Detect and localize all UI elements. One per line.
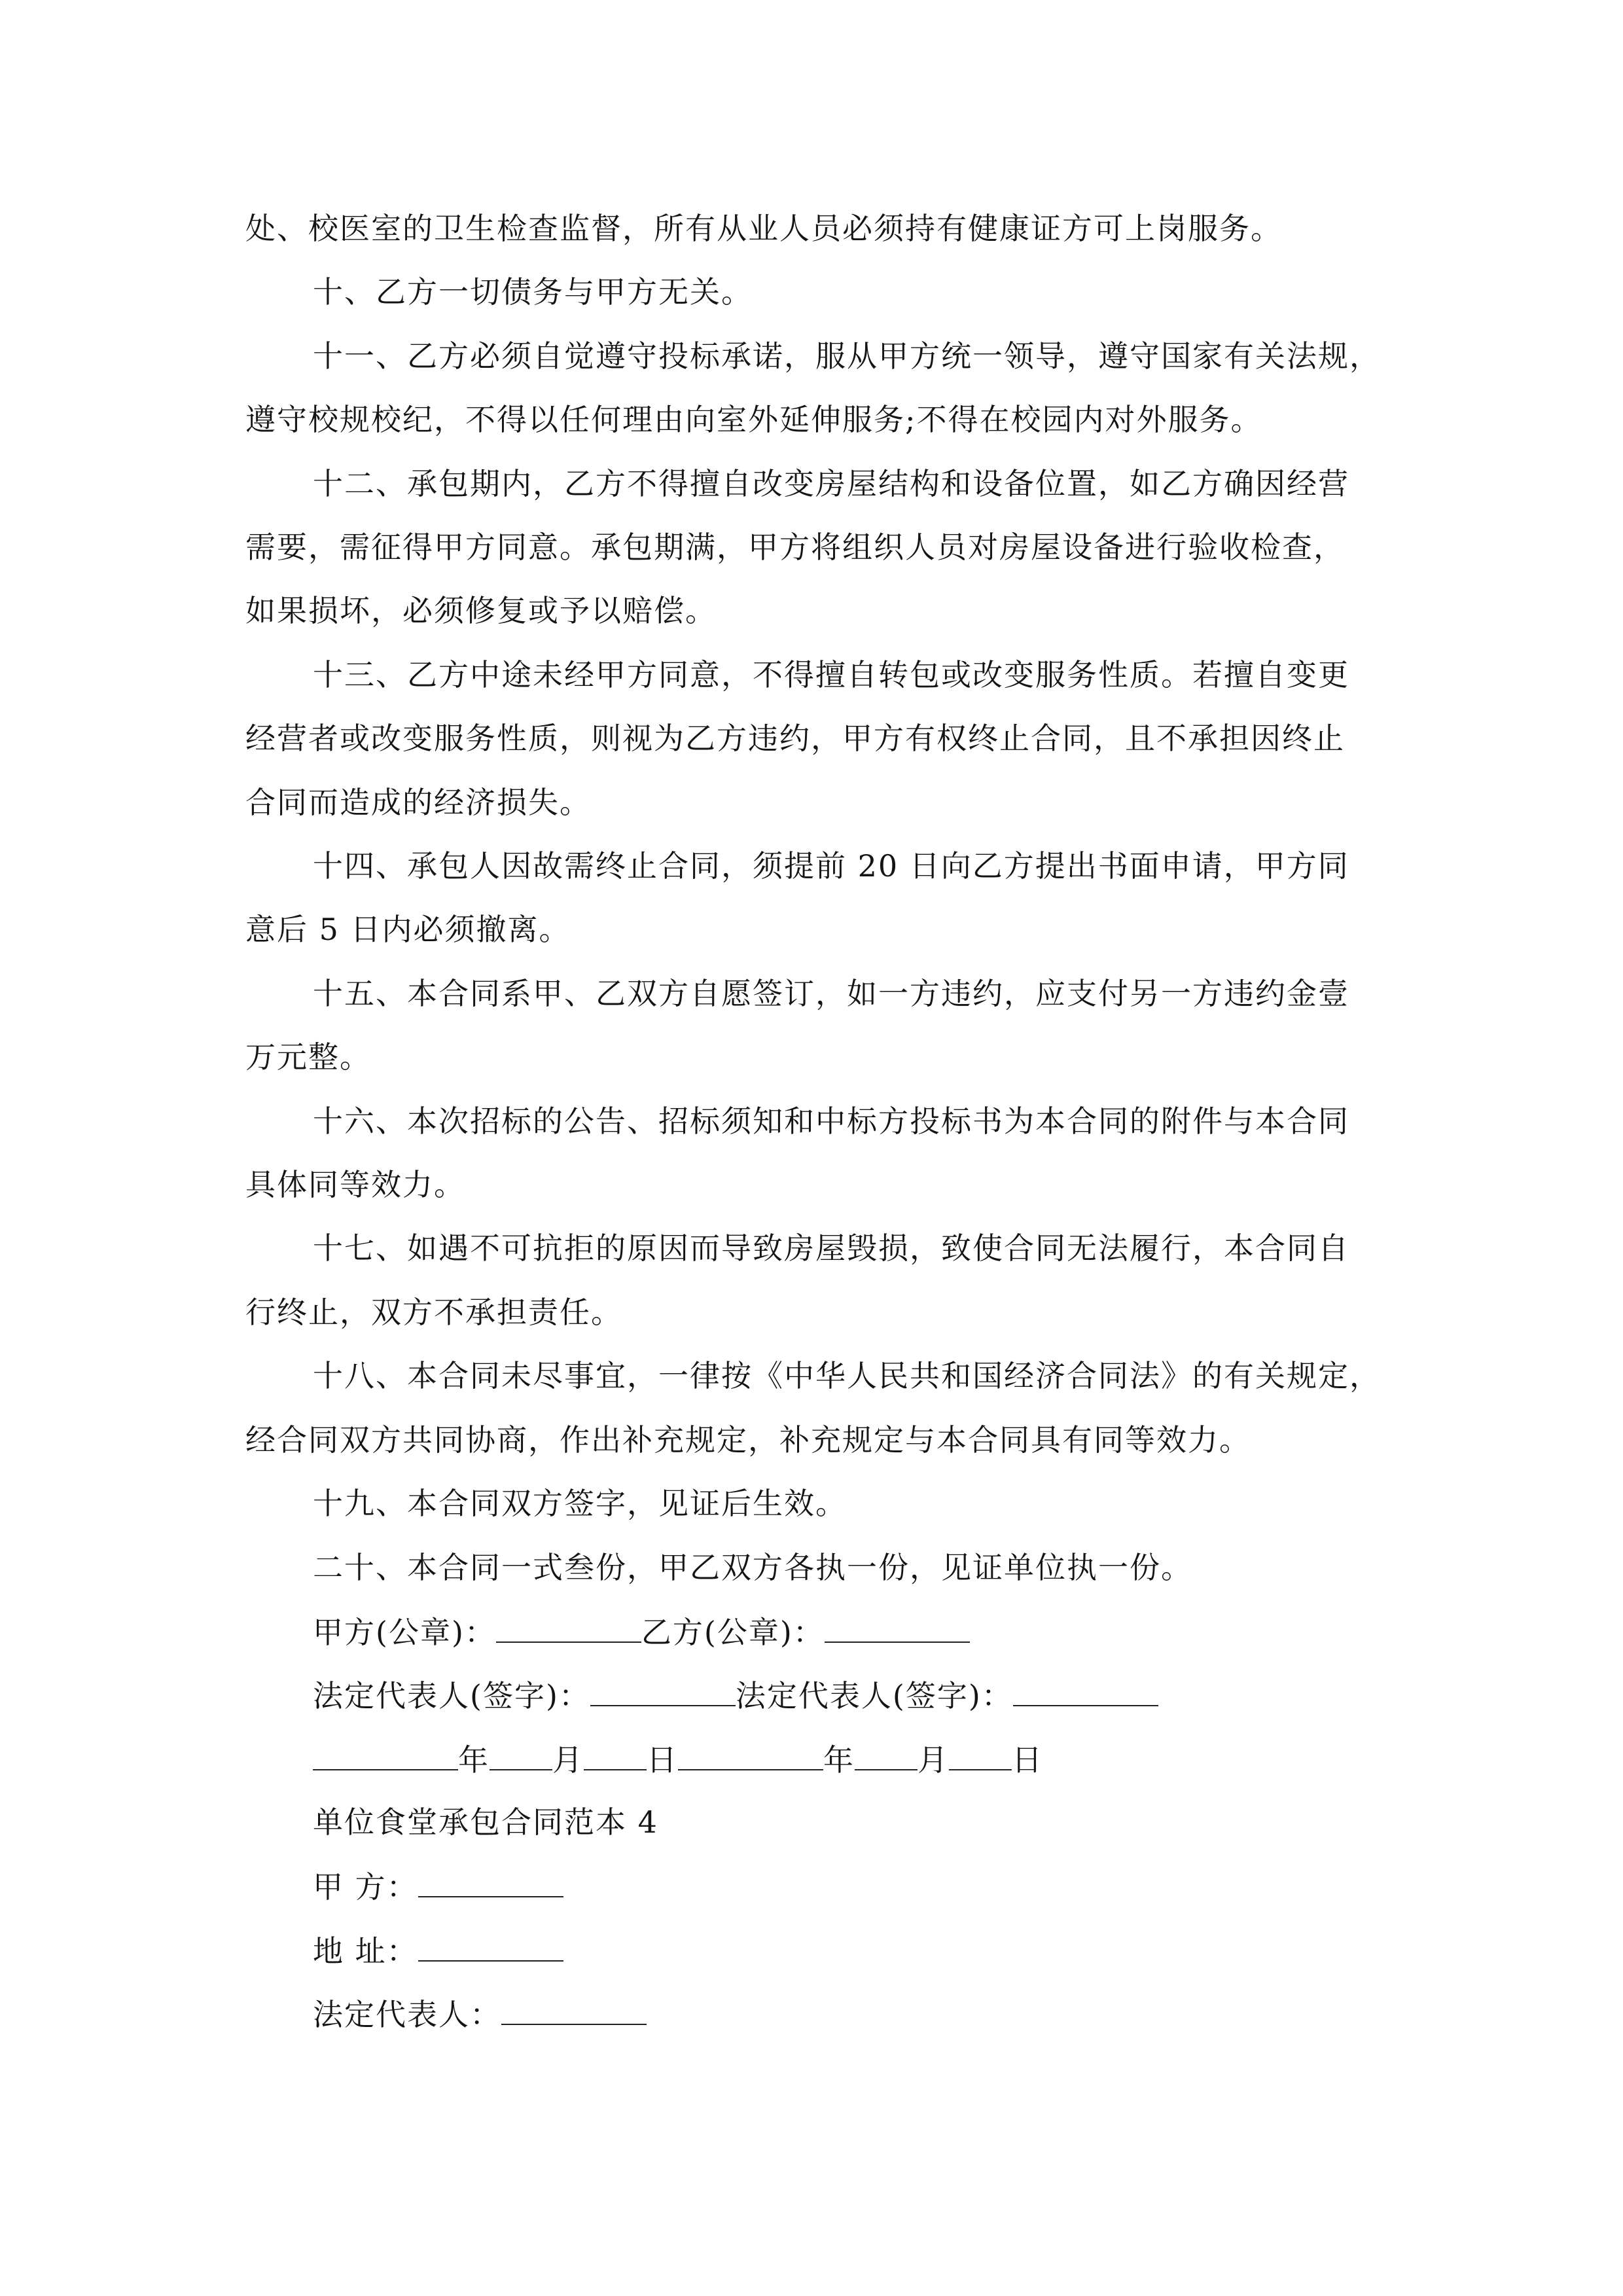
clause-18-line-1: 十八、本合同未尽事宜，一律按《中华人民共和国经济合同法》的有关规定， xyxy=(313,1358,1381,1393)
clause-19: 十九、本合同双方签字，见证后生效。 xyxy=(313,1486,847,1521)
party-a-field[interactable] xyxy=(418,1867,563,1897)
clause-13-line-3: 合同而造成的经济损失。 xyxy=(245,785,591,820)
day-label: 日 xyxy=(647,1742,678,1778)
clause-12-line-1: 十二、承包期内，乙方不得擅自改变房屋结构和设备位置，如乙方确因经营 xyxy=(313,466,1349,501)
legal-rep-line xyxy=(313,1995,647,2033)
address-label: 地 址： xyxy=(313,1933,418,1969)
clause-16-line-1: 十六、本次招标的公告、招标须知和中标方投标书为本合同的附件与本合同 xyxy=(313,1103,1349,1139)
clause-13-line-1: 十三、乙方中途未经甲方同意，不得擅自转包或改变服务性质。若擅自变更 xyxy=(313,657,1349,692)
rep-a-label: 法定代表人(签字)： xyxy=(313,1678,590,1713)
month-a-field[interactable] xyxy=(490,1740,552,1770)
party-a-label: 甲 方： xyxy=(313,1869,418,1905)
day-b-field[interactable] xyxy=(949,1740,1012,1770)
party-b-seal-field[interactable] xyxy=(825,1613,970,1643)
clause-11-line-1: 十一、乙方必须自觉遵守投标承诺，服从甲方统一领导，遵守国家有关法规， xyxy=(313,338,1381,374)
year-b-field[interactable] xyxy=(678,1740,823,1770)
clause-12-line-2: 需要，需征得甲方同意。承包期满，甲方将组织人员对房屋设备进行验收检查， xyxy=(245,529,1345,565)
month-b-field[interactable] xyxy=(855,1740,918,1770)
address-field[interactable] xyxy=(418,1931,563,1962)
day-a-field[interactable] xyxy=(584,1740,647,1770)
month-label: 月 xyxy=(552,1742,584,1778)
clause-16-line-2: 具体同等效力。 xyxy=(245,1167,465,1202)
legal-rep-label: 法定代表人： xyxy=(313,1997,501,2032)
rep-a-signature-field[interactable] xyxy=(590,1676,736,1706)
clause-17-line-1: 十七、如遇不可抗拒的原因而导致房屋毁损，致使合同无法履行，本合同自 xyxy=(313,1230,1349,1266)
address-line xyxy=(313,1931,563,1969)
clause-15-line-2: 万元整。 xyxy=(245,1039,371,1075)
paragraph-line: 处、校医室的卫生检查监督，所有从业人员必须持有健康证方可上岗服务。 xyxy=(245,211,1282,246)
legal-rep-field[interactable] xyxy=(501,1995,647,2025)
party-a-seal-field[interactable] xyxy=(496,1613,641,1643)
date-line xyxy=(313,1740,1043,1778)
clause-17-line-2: 行终止，双方不承担责任。 xyxy=(245,1295,622,1330)
rep-b-signature-field[interactable] xyxy=(1013,1676,1158,1706)
seal-line xyxy=(313,1613,970,1651)
party-a-line xyxy=(313,1867,563,1905)
clause-12-line-3: 如果损坏，必须修复或予以赔偿。 xyxy=(245,593,717,628)
clause-18-line-2: 经合同双方共同协商，作出补充规定，补充规定与本合同具有同等效力。 xyxy=(245,1422,1251,1458)
clause-14-line-1: 十四、承包人因故需终止合同，须提前 20 日向乙方提出书面申请，甲方同 xyxy=(313,848,1349,884)
month-label: 月 xyxy=(918,1742,949,1778)
year-a-field[interactable] xyxy=(313,1740,458,1770)
clause-14-line-2: 意后 5 日内必须撤离。 xyxy=(245,912,571,947)
clause-11-line-2: 遵守校规校纪，不得以任何理由向室外延伸服务;不得在校园内对外服务。 xyxy=(245,402,1262,437)
representative-line xyxy=(313,1676,1158,1714)
clause-10: 十、乙方一切债务与甲方无关。 xyxy=(313,274,753,310)
clause-13-line-2: 经营者或改变服务性质，则视为乙方违约，甲方有权终止合同，且不承担因终止 xyxy=(245,721,1345,756)
rep-b-label: 法定代表人(签字)： xyxy=(735,1678,1013,1713)
year-label: 年 xyxy=(823,1742,855,1778)
day-label: 日 xyxy=(1012,1742,1043,1778)
party-a-seal-label: 甲方(公章)： xyxy=(313,1615,496,1650)
next-contract-title: 单位食堂承包合同范本 4 xyxy=(313,1804,658,1840)
party-b-seal-label: 乙方(公章)： xyxy=(641,1615,825,1650)
year-label: 年 xyxy=(458,1742,490,1778)
clause-20: 二十、本合同一式叁份，甲乙双方各执一份，见证单位执一份。 xyxy=(313,1550,1192,1585)
clause-15-line-1: 十五、本合同系甲、乙双方自愿签订，如一方违约，应支付另一方违约金壹 xyxy=(313,976,1349,1011)
